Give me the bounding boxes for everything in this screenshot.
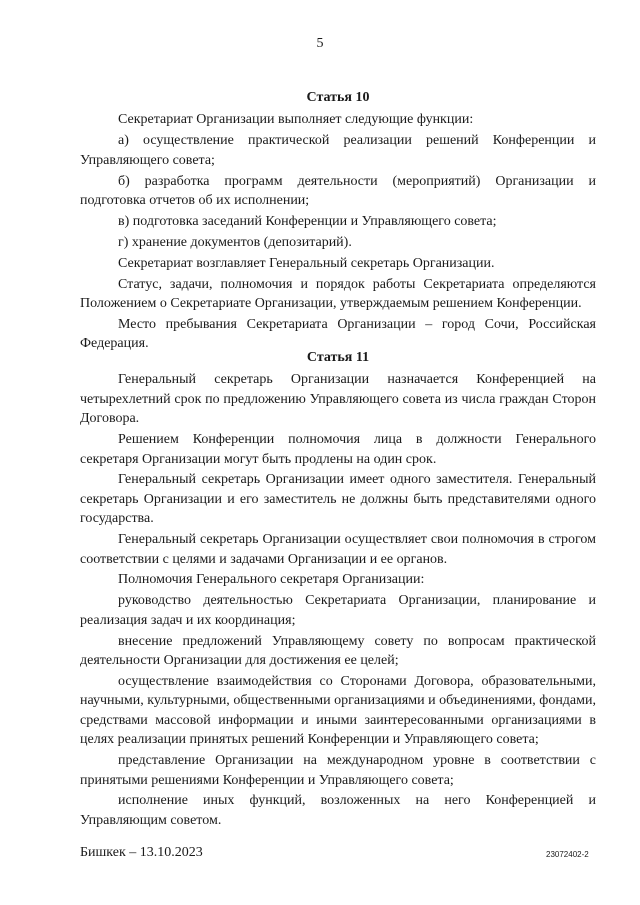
article-10-title: Статья 10 <box>306 90 370 105</box>
article-10-paragraph: Место пребывания Секретариата Организации – город Сочи, Российская Федерация. <box>80 316 596 352</box>
article-10-paragraph: Секретариат возглавляет Генеральный секретарь Организации. <box>118 255 495 271</box>
article-11-paragraph: руководство деятельностью Секретариата Организации, планирование и реализация задач и их координация; <box>80 593 596 628</box>
footer-document-code: 23072402-2 <box>546 850 589 859</box>
article-11-paragraph: Генеральный секретарь Организации осуществляет свои полномочия в строгом соответствии с целями и задачами Организации и ее органов. <box>80 532 596 567</box>
article-11-paragraph: представление Организации на международном уровне в соответствии с принятыми решениями Конференции и Управляющего совета; <box>80 753 596 788</box>
article-11-paragraph: Решением Конференции полномочия лица в должности Генерального секретаря Организации могут быть продлены на один срок. <box>80 432 596 467</box>
page-number: 5 <box>316 36 324 51</box>
article-11-title: Статья 11 <box>306 350 370 365</box>
article-11-paragraph: исполнение иных функций, возложенных на него Конференцией и Управляющим советом. <box>80 793 596 828</box>
article-10-paragraph: Секретариат Организации выполняет следующие функции: <box>118 112 474 128</box>
article-10-paragraph: а) осуществление практической реализации решений Конференции и Управляющего совета; <box>80 133 596 168</box>
article-11-paragraph: осуществление взаимодействия со Сторонами Договора, образовательными, научными, культурными, общественными организациями и объединениями, фондами, средствами массовой информации и иными заинтересованными организациями в целях реализации принятых решений Конференции и Управляющего совета; <box>80 674 596 748</box>
article-10-paragraph: б) разработка программ деятельности (мероприятий) Организации и подготовка отчетов об их исполнении; <box>80 173 596 209</box>
article-10-paragraph: г) хранение документов (депозитарий). <box>118 234 352 250</box>
article-11-paragraph: Генеральный секретарь Организации имеет одного заместителя. Генеральный секретарь Организации и его заместитель не должны быть представителями одного государства. <box>80 472 596 527</box>
footer-place-date: Бишкек – 13.10.2023 <box>80 845 203 860</box>
article-10 <box>80 88 596 355</box>
article-10-paragraph: Статус, задачи, полномочия и порядок работы Секретариата определяются Положением о Секретариате Организации, утверждаемым решением Конференции. <box>80 276 596 312</box>
article-11-paragraph: Генеральный секретарь Организации назначается Конференцией на четырехлетний срок по предложению Управляющего совета из числа граждан Сторон Договора. <box>80 372 596 427</box>
article-11-paragraph: Полномочия Генерального секретаря Организации: <box>118 572 425 588</box>
article-11 <box>80 348 596 832</box>
article-10-paragraph: в) подготовка заседаний Конференции и Управляющего совета; <box>118 213 497 229</box>
article-11-paragraph: внесение предложений Управляющему совету по вопросам практической деятельности Организации для достижения ее целей; <box>80 633 596 669</box>
